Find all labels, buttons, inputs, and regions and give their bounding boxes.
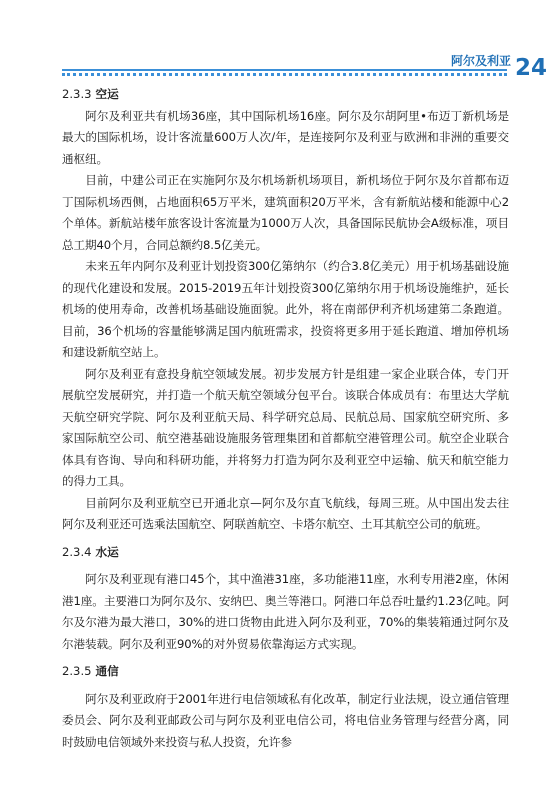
section-heading-communications: [62, 661, 509, 683]
header-country-title: 阿尔及利亚: [450, 54, 511, 68]
paragraph: 目前，中建公司正在实施阿尔及尔机场新机场项目，新机场位于阿尔及尔首都布迈丁国际机场西侧，占地面积65万平米，建筑面积20万平米，含有新航站楼和能源中心2个单体。新航站楼年旅客设计客流量为1000万人次，具备国际民航协会A级标准，项目总工期40个月，合同总额约8.5亿美元。: [62, 173, 509, 252]
paragraph: 未来五年内阿尔及利亚计划投资300亿第纳尔（约合3.8亿美元）用于机场基础设施的现代化建设和发展。2015-2019五年计划投资300亿第纳尔用于机场设施维护，延长机场的使用寿命，改善机场基础设施面貌。此外，将在南部伊利齐机场建第二条跑道。目前，36个机场的容量能够满足国内航班需求，投资将更多用于延长跑道、增加停机场和建设新航空站上。: [62, 259, 509, 359]
section-number: 2.3.3: [62, 87, 92, 101]
section-title: 水运: [95, 544, 119, 559]
section-heading-air-transport: [62, 84, 509, 106]
paragraph: 阿尔及利亚现有港口45个，其中渔港31座，多功能港11座，水利专用港2座，休闲港1座。主要港口为阿尔及尔、安纳巴、奥兰等港口。阿港口年总吞吐量约1.23亿吨。阿尔及尔港为最大港口，30%的进口货物由此进入阿尔及利亚，70%的集装箱通过阿尔及尔港装载。阿尔及利亚90%的对外贸易依靠海运方式实现。: [62, 572, 509, 651]
section-heading-water-transport: [62, 542, 509, 564]
header-dotted-rule: [62, 73, 507, 76]
paragraph: 阿尔及利亚共有机场36座，其中国际机场16座。阿尔及尔胡阿里•布迈丁新机场是最大的国际机场，设计客流量600万人次/年，是连接阿尔及利亚与欧洲和非洲的重要交通枢纽。: [62, 108, 509, 166]
section-number: 2.3.5: [62, 664, 92, 678]
page-number: 24: [514, 55, 547, 81]
section-title: 空运: [95, 87, 119, 101]
page-body: [62, 84, 509, 753]
section-number: 2.3.4: [62, 544, 92, 559]
paragraph: 阿尔及利亚有意投身航空领域发展。初步发展方针是组建一家企业联合体，专门开展航空发展研究，并打造一个航天航空领域分包平台。该联合体成员有：布里达大学航天航空研究学院、阿尔及利亚航天局、科学研究总局、民航总局、国家航空研究所、多家国际航空公司、航空港基础设施服务管理集团和首都航空港管理公司。航空企业联合体具有咨询、导向和科研功能，并将努力打造为阿尔及利亚空中运输、航天和航空能力的得力工具。: [62, 366, 509, 488]
header-rule: [62, 69, 507, 71]
paragraph: 阿尔及利亚政府于2001年进行电信领域私有化改革，制定行业法规，设立通信管理委员会、阿尔及利亚邮政公司与阿尔及利亚电信公司，将电信业务管理与经营分离，同时鼓励电信领域外来投资与私人投资，允许参: [62, 691, 509, 749]
section-title: 通信: [95, 664, 119, 678]
paragraph: 目前阿尔及利亚航空已开通北京—阿尔及尔直飞航线，每周三班。从中国出发去往阿尔及利亚还可选乘法国航空、阿联酋航空、卡塔尔航空、土耳其航空公司的航班。: [62, 495, 509, 531]
